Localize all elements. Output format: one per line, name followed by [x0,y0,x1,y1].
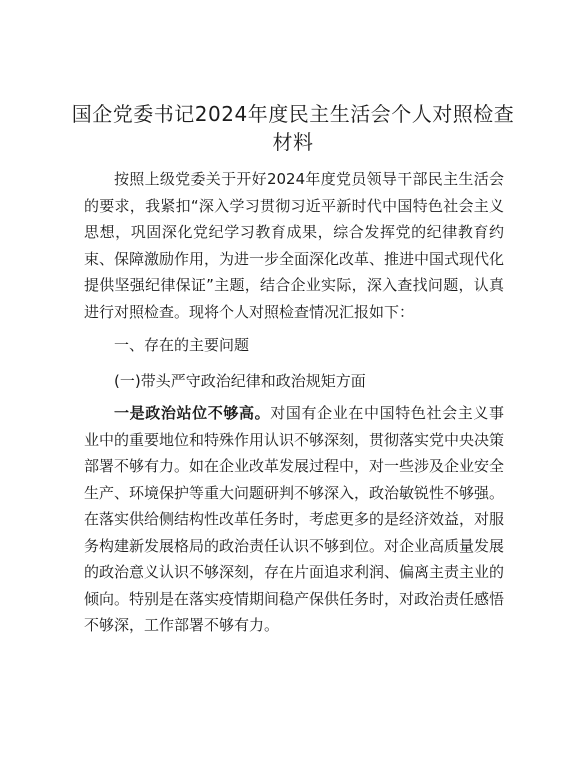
section-heading: 一、存在的主要问题 [114,336,250,354]
document-title: 国企党委书记2024年度民主生活会个人对照检查材料 [71,102,515,154]
subsection-heading: (一)带头严守政治纪律和政治规矩方面 [114,372,366,390]
intro-paragraph: 按照上级党委关于开好2024年度党员领导干部民主生活会的要求，我紧扣“深入学习贯彻习近平新时代中国特色社会主义思想，巩固深化党纪学习教育成果，综合发挥党的纪律教育约束、保障激励作用，为进一步全面深化改革、推进中国式现代化提供坚强纪律保证”主题，结合企业实际，深入查找问题，认真进行对照检查。现将个人对照检查情况汇报如下： [84,170,505,321]
point-body: 对国有企业在中国特色社会主义事业中的重要地位和特殊作用认识不够深刻，贯彻落实党中央决策部署不够有力。如在企业改革发展过程中，对一些涉及企业安全生产、环境保护等重大问题研判不够深入，政治敏锐性不够强。在落实供给侧结构性改革任务时，考虑更多的是经济效益，对服务构建新发展格局的政治责任认识不够到位。对企业高质量发展的政治意义认识不够深刻，存在片面追求利润、偏离主责主业的倾向。特别是在落实疫情期间稳产保供任务时，对政治责任感悟不够深，工作部署不够有力。 [84,404,505,634]
point-lead: 一是政治站位不够高。 [114,404,271,422]
point-paragraph [84,400,504,639]
